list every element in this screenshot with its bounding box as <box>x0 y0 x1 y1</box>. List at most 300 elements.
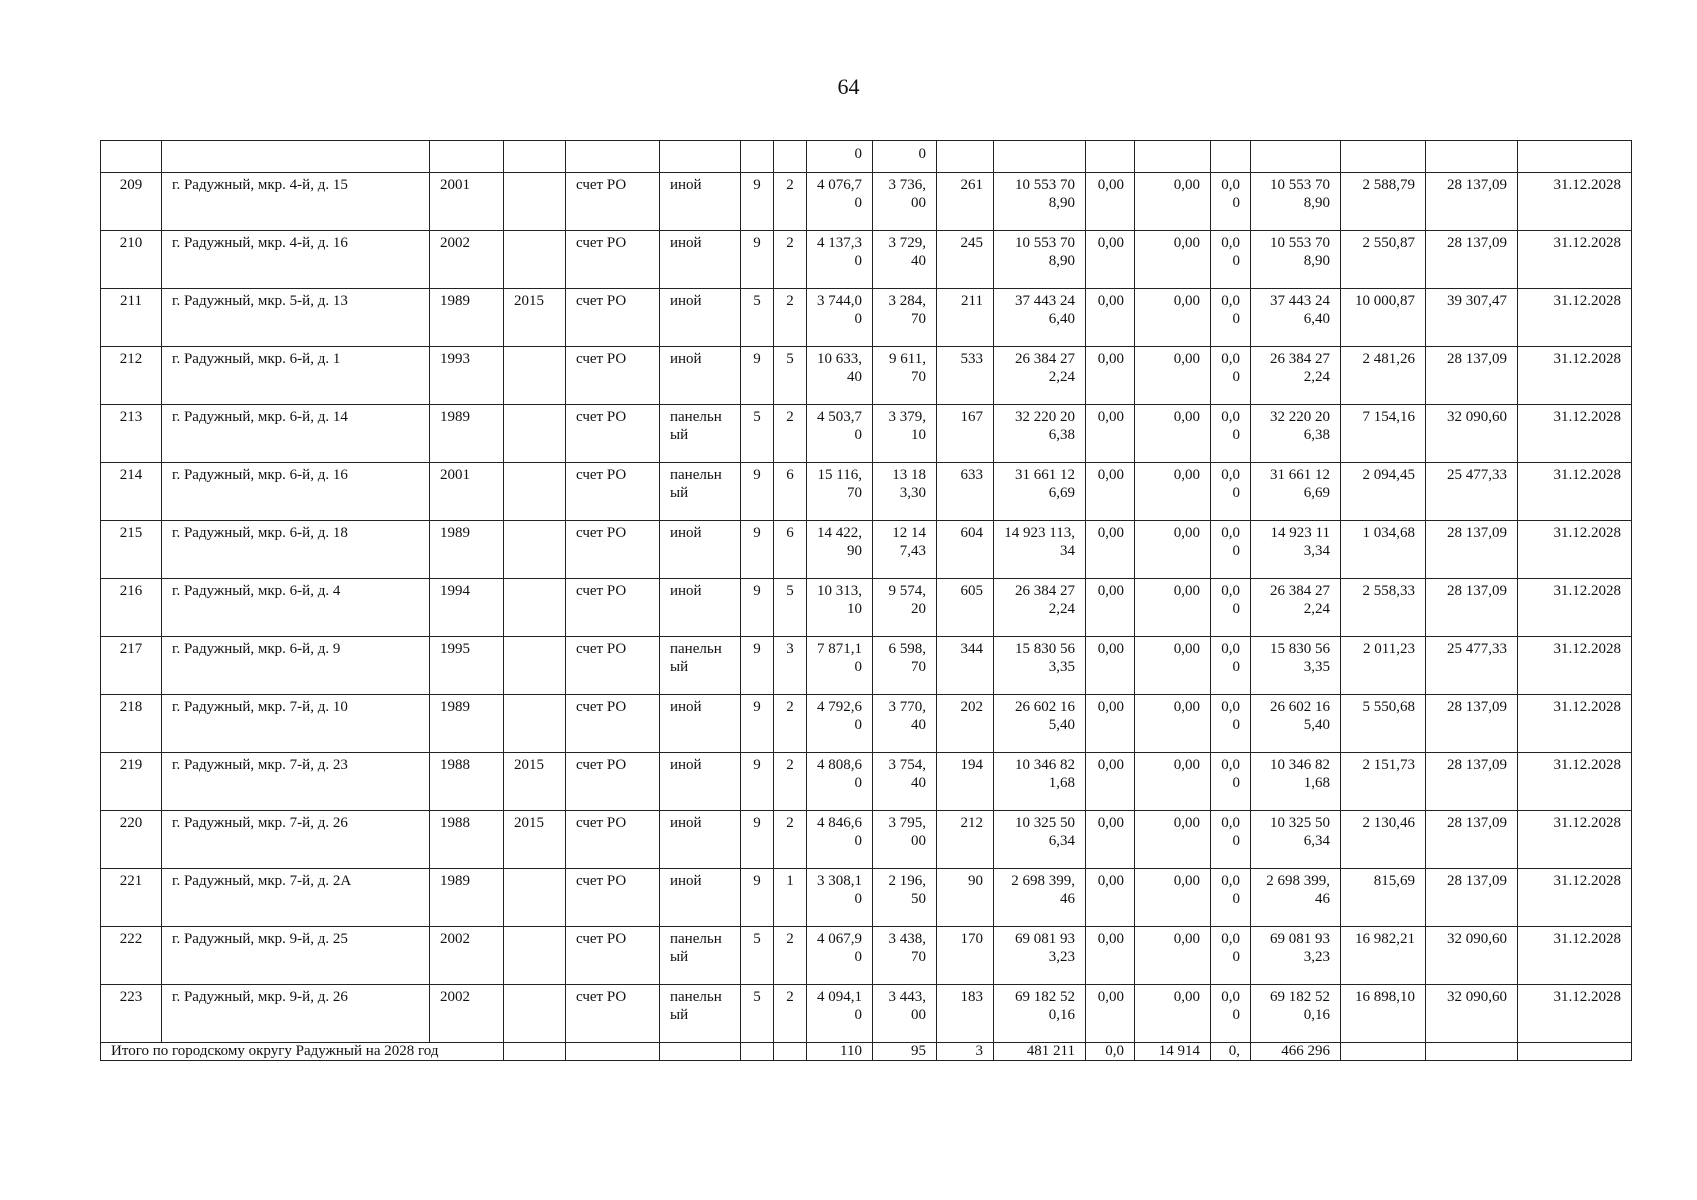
cell-year-reconstructed <box>504 231 566 289</box>
page-number: 64 <box>837 74 860 99</box>
cell-fund-local: 0,00 <box>1211 289 1251 347</box>
cell-max-unit-cost: 28 137,09 <box>1426 347 1518 405</box>
cell-residents: 604 <box>937 521 994 579</box>
cell-fund-method: счет РО <box>566 405 660 463</box>
cell-fund-local: 0,00 <box>1211 347 1251 405</box>
cell-max-unit-cost: 25 477,33 <box>1426 463 1518 521</box>
cell-area-living: 3 443,00 <box>873 985 937 1043</box>
cell-row-number: 220 <box>101 811 162 869</box>
cell-year-reconstructed: 2015 <box>504 289 566 347</box>
total-residents: 3 <box>937 1043 994 1061</box>
total-fund-owners: 466 296 <box>1251 1043 1341 1061</box>
cell-residents: 211 <box>937 289 994 347</box>
cell-fund-local: 0,00 <box>1211 463 1251 521</box>
cell-row-number: 218 <box>101 695 162 753</box>
cell-cost-total: 26 384 272,24 <box>994 347 1086 405</box>
cell-year-built: 1989 <box>430 289 504 347</box>
cell-cost-total: 37 443 246,40 <box>994 289 1086 347</box>
cell-floors: 9 <box>741 579 774 637</box>
cell-area-total: 3 308,10 <box>807 869 873 927</box>
cell-row-number: 213 <box>101 405 162 463</box>
cell-entrances: 2 <box>774 753 807 811</box>
cell-deadline: 31.12.2028 <box>1518 637 1632 695</box>
cell-unit-cost: 16 982,21 <box>1341 927 1426 985</box>
cell-floors: 9 <box>741 521 774 579</box>
cell-row-number: 222 <box>101 927 162 985</box>
cell-fund-fz: 0,00 <box>1086 405 1135 463</box>
cell-area-total: 4 094,10 <box>807 985 873 1043</box>
cell-fund-method: счет РО <box>566 811 660 869</box>
cell-area-living: 9 574,20 <box>873 579 937 637</box>
cell-cost-total: 69 182 520,16 <box>994 985 1086 1043</box>
cell-residents: 194 <box>937 753 994 811</box>
cell-max-unit-cost: 28 137,09 <box>1426 753 1518 811</box>
table-row <box>101 173 1632 231</box>
cell-area-total: 4 503,70 <box>807 405 873 463</box>
cell-fund-owners: 37 443 246,40 <box>1251 289 1341 347</box>
cell-fund-owners: 32 220 206,38 <box>1251 405 1341 463</box>
cell-area-total: 4 067,90 <box>807 927 873 985</box>
cell-fund-owners: 15 830 563,35 <box>1251 637 1341 695</box>
cell-fund-fz: 0,00 <box>1086 753 1135 811</box>
cell-row-number: 211 <box>101 289 162 347</box>
cell-wall-material: панельный <box>660 985 741 1043</box>
cell-row-number: 212 <box>101 347 162 405</box>
cell-address: г. Радужный, мкр. 7-й, д. 26 <box>162 811 430 869</box>
cell-fund-local: 0,00 <box>1211 811 1251 869</box>
cell-deadline: 31.12.2028 <box>1518 347 1632 405</box>
continuation-row <box>101 141 1632 173</box>
cell-year-reconstructed: 2015 <box>504 753 566 811</box>
cell-entrances: 2 <box>774 289 807 347</box>
cell-unit-cost: 815,69 <box>1341 869 1426 927</box>
empty-cell <box>741 1043 774 1061</box>
cell-max-unit-cost: 28 137,09 <box>1426 231 1518 289</box>
cell-fund-fz: 0,00 <box>1086 695 1135 753</box>
total-fund-subject: 14 914 <box>1135 1043 1211 1061</box>
cell-area-living: 12 147,43 <box>873 521 937 579</box>
cell-area-living: 2 196,50 <box>873 869 937 927</box>
cell-area-total: 4 137,30 <box>807 231 873 289</box>
cell-fund-local: 0,00 <box>1211 753 1251 811</box>
cell-year-reconstructed <box>504 521 566 579</box>
cell-year-reconstructed <box>504 927 566 985</box>
cell-unit-cost: 2 011,23 <box>1341 637 1426 695</box>
cell-fund-subject: 0,00 <box>1135 289 1211 347</box>
cell-cost-total: 32 220 206,38 <box>994 405 1086 463</box>
cell-year-built: 1989 <box>430 695 504 753</box>
cell-unit-cost: 7 154,16 <box>1341 405 1426 463</box>
cell-floors: 5 <box>741 927 774 985</box>
cell-wall-material: панельный <box>660 637 741 695</box>
cell-residents: 261 <box>937 173 994 231</box>
cell-deadline: 31.12.2028 <box>1518 869 1632 927</box>
cell-deadline: 31.12.2028 <box>1518 173 1632 231</box>
cell-unit-cost: 2 550,87 <box>1341 231 1426 289</box>
cell-fund-local: 0,00 <box>1211 695 1251 753</box>
cell-row-number: 215 <box>101 521 162 579</box>
cell-max-unit-cost: 28 137,09 <box>1426 869 1518 927</box>
cell-row-number: 219 <box>101 753 162 811</box>
cell-year-reconstructed <box>504 695 566 753</box>
cell-fund-subject: 0,00 <box>1135 985 1211 1043</box>
table-row <box>101 695 1632 753</box>
cell-area-living: 3 284,70 <box>873 289 937 347</box>
table-row <box>101 347 1632 405</box>
cell-row-number: 214 <box>101 463 162 521</box>
cell-fund-fz: 0,00 <box>1086 927 1135 985</box>
cell-area-total: 0 <box>807 141 873 173</box>
cell-fund-method: счет РО <box>566 637 660 695</box>
cell-fund-method: счет РО <box>566 869 660 927</box>
cell-cost-total: 26 384 272,24 <box>994 579 1086 637</box>
cell-row-number: 221 <box>101 869 162 927</box>
cell-residents: 633 <box>937 463 994 521</box>
empty-cell <box>1426 1043 1518 1061</box>
cell-deadline: 31.12.2028 <box>1518 231 1632 289</box>
cell-fund-local: 0,00 <box>1211 521 1251 579</box>
cell-year-built: 2001 <box>430 173 504 231</box>
cell-fund-owners: 26 602 165,40 <box>1251 695 1341 753</box>
cell-deadline: 31.12.2028 <box>1518 985 1632 1043</box>
cell-area-living: 3 754,40 <box>873 753 937 811</box>
cell-fund-owners: 69 081 933,23 <box>1251 927 1341 985</box>
cell-cost-total: 10 553 708,90 <box>994 231 1086 289</box>
cell-year-built: 1989 <box>430 405 504 463</box>
cell-max-unit-cost: 39 307,47 <box>1426 289 1518 347</box>
cell-wall-material: панельный <box>660 927 741 985</box>
cell-floors: 5 <box>741 289 774 347</box>
cell-area-living: 3 379,10 <box>873 405 937 463</box>
cell-wall-material: иной <box>660 695 741 753</box>
cell-address: г. Радужный, мкр. 6-й, д. 9 <box>162 637 430 695</box>
cell-fund-method: счет РО <box>566 347 660 405</box>
cell-residents: 170 <box>937 927 994 985</box>
table-row <box>101 579 1632 637</box>
cell-fund-method: счет РО <box>566 463 660 521</box>
cell-deadline: 31.12.2028 <box>1518 521 1632 579</box>
cell-address: г. Радужный, мкр. 5-й, д. 13 <box>162 289 430 347</box>
cell-cost-total: 69 081 933,23 <box>994 927 1086 985</box>
cell-area-living: 0 <box>873 141 937 173</box>
cell-fund-fz: 0,00 <box>1086 347 1135 405</box>
cell-unit-cost: 5 550,68 <box>1341 695 1426 753</box>
cell-entrances: 2 <box>774 231 807 289</box>
cell-year-reconstructed <box>504 173 566 231</box>
cell-fund-method: счет РО <box>566 927 660 985</box>
cell-fund-subject: 0,00 <box>1135 347 1211 405</box>
empty-cell <box>774 1043 807 1061</box>
table-row <box>101 521 1632 579</box>
cell-wall-material: панельный <box>660 405 741 463</box>
cell-row-number: 209 <box>101 173 162 231</box>
cell-year-reconstructed <box>504 463 566 521</box>
cell-unit-cost: 2 094,45 <box>1341 463 1426 521</box>
cell-floors: 9 <box>741 637 774 695</box>
cell-cost-total: 2 698 399,46 <box>994 869 1086 927</box>
cell-residents: 202 <box>937 695 994 753</box>
cell-entrances: 2 <box>774 695 807 753</box>
cell-max-unit-cost: 28 137,09 <box>1426 521 1518 579</box>
cell-row-number: 223 <box>101 985 162 1043</box>
cell-max-unit-cost: 32 090,60 <box>1426 405 1518 463</box>
cell-fund-owners: 10 325 506,34 <box>1251 811 1341 869</box>
cell-wall-material: панельный <box>660 463 741 521</box>
cell-entrances: 2 <box>774 405 807 463</box>
cell-fund-subject: 0,00 <box>1135 927 1211 985</box>
cell-residents: 90 <box>937 869 994 927</box>
cell-area-living: 13 183,30 <box>873 463 937 521</box>
cell-max-unit-cost: 32 090,60 <box>1426 985 1518 1043</box>
cell-entrances: 2 <box>774 927 807 985</box>
cell-wall-material: иной <box>660 347 741 405</box>
cell-residents: 183 <box>937 985 994 1043</box>
cell-entrances: 5 <box>774 579 807 637</box>
cell-fund-fz: 0,00 <box>1086 231 1135 289</box>
cell-entrances: 5 <box>774 347 807 405</box>
cell-fund-method: счет РО <box>566 289 660 347</box>
cell-wall-material: иной <box>660 231 741 289</box>
cell-area-total: 15 116,70 <box>807 463 873 521</box>
cell-year-built: 1988 <box>430 753 504 811</box>
cell-area-living: 3 438,70 <box>873 927 937 985</box>
cell-fund-fz: 0,00 <box>1086 289 1135 347</box>
cell-year-reconstructed <box>504 869 566 927</box>
cell-entrances: 6 <box>774 463 807 521</box>
cell-wall-material: иной <box>660 289 741 347</box>
cell-fund-local: 0,00 <box>1211 231 1251 289</box>
cell-residents: 212 <box>937 811 994 869</box>
empty-cell <box>1341 1043 1426 1061</box>
cell-unit-cost: 2 151,73 <box>1341 753 1426 811</box>
cell-area-living: 3 729,40 <box>873 231 937 289</box>
cell-entrances: 3 <box>774 637 807 695</box>
cell-deadline: 31.12.2028 <box>1518 753 1632 811</box>
cell-wall-material: иной <box>660 173 741 231</box>
cell-year-built: 1994 <box>430 579 504 637</box>
cell-fund-subject: 0,00 <box>1135 579 1211 637</box>
total-cost: 481 211 <box>994 1043 1086 1061</box>
cell-fund-subject: 0,00 <box>1135 463 1211 521</box>
cell-max-unit-cost: 32 090,60 <box>1426 927 1518 985</box>
table-body <box>101 141 1632 1061</box>
cell-address: г. Радужный, мкр. 7-й, д. 2А <box>162 869 430 927</box>
cell-row-number: 210 <box>101 231 162 289</box>
empty-cell <box>504 1043 566 1061</box>
cell-address: г. Радужный, мкр. 9-й, д. 25 <box>162 927 430 985</box>
cell-entrances: 2 <box>774 985 807 1043</box>
cell-fund-fz: 0,00 <box>1086 173 1135 231</box>
total-area-living: 95 <box>873 1043 937 1061</box>
cell-fund-method: счет РО <box>566 695 660 753</box>
cell-fund-local: 0,00 <box>1211 173 1251 231</box>
cell-area-living: 3 770,40 <box>873 695 937 753</box>
cell-wall-material: иной <box>660 753 741 811</box>
cell-fund-subject: 0,00 <box>1135 521 1211 579</box>
cell-area-total: 4 076,70 <box>807 173 873 231</box>
cell-address: г. Радужный, мкр. 4-й, д. 16 <box>162 231 430 289</box>
cell-year-built: 2001 <box>430 463 504 521</box>
cell-fund-local: 0,00 <box>1211 927 1251 985</box>
empty-cell <box>1518 1043 1632 1061</box>
cell-wall-material: иной <box>660 521 741 579</box>
cell-fund-fz: 0,00 <box>1086 521 1135 579</box>
empty-cell <box>566 1043 660 1061</box>
cell-fund-method: счет РО <box>566 231 660 289</box>
cell-area-total: 4 808,60 <box>807 753 873 811</box>
cell-wall-material: иной <box>660 869 741 927</box>
cell-residents: 344 <box>937 637 994 695</box>
cell-area-living: 3 736,00 <box>873 173 937 231</box>
cell-cost-total: 14 923 113,34 <box>994 521 1086 579</box>
cell-floors: 9 <box>741 463 774 521</box>
table-row <box>101 231 1632 289</box>
cell-entrances: 6 <box>774 521 807 579</box>
cell-unit-cost: 2 130,46 <box>1341 811 1426 869</box>
cell-residents: 245 <box>937 231 994 289</box>
cell-deadline: 31.12.2028 <box>1518 927 1632 985</box>
cell-fund-subject: 0,00 <box>1135 637 1211 695</box>
table-row <box>101 811 1632 869</box>
cell-cost-total: 31 661 126,69 <box>994 463 1086 521</box>
cell-floors: 9 <box>741 695 774 753</box>
cell-fund-fz: 0,00 <box>1086 985 1135 1043</box>
cell-area-living: 3 795,00 <box>873 811 937 869</box>
cell-year-reconstructed <box>504 985 566 1043</box>
total-area-total: 110 <box>807 1043 873 1061</box>
cell-unit-cost: 16 898,10 <box>1341 985 1426 1043</box>
cell-residents: 167 <box>937 405 994 463</box>
cell-fund-fz: 0,00 <box>1086 637 1135 695</box>
cell-address: г. Радужный, мкр. 6-й, д. 1 <box>162 347 430 405</box>
cell-year-built: 1995 <box>430 637 504 695</box>
table-row <box>101 869 1632 927</box>
cell-address: г. Радужный, мкр. 7-й, д. 23 <box>162 753 430 811</box>
total-row <box>101 1043 1632 1061</box>
cell-fund-local: 0,00 <box>1211 405 1251 463</box>
cell-unit-cost: 10 000,87 <box>1341 289 1426 347</box>
cell-fund-method: счет РО <box>566 579 660 637</box>
cell-year-reconstructed <box>504 347 566 405</box>
cell-fund-subject: 0,00 <box>1135 811 1211 869</box>
cell-max-unit-cost: 25 477,33 <box>1426 637 1518 695</box>
cell-address: г. Радужный, мкр. 9-й, д. 26 <box>162 985 430 1043</box>
cell-address: г. Радужный, мкр. 6-й, д. 4 <box>162 579 430 637</box>
cell-row-number: 217 <box>101 637 162 695</box>
cell-cost-total: 10 553 708,90 <box>994 173 1086 231</box>
cell-fund-fz: 0,00 <box>1086 463 1135 521</box>
cell-entrances: 2 <box>774 173 807 231</box>
cell-year-built: 1988 <box>430 811 504 869</box>
cell-year-built: 1989 <box>430 869 504 927</box>
cell-floors: 9 <box>741 869 774 927</box>
total-label: Итого по городскому округу Радужный на 2028 год <box>101 1043 504 1061</box>
cell-wall-material: иной <box>660 811 741 869</box>
table-row <box>101 985 1632 1043</box>
cell-fund-owners: 69 182 520,16 <box>1251 985 1341 1043</box>
table-row <box>101 637 1632 695</box>
cell-fund-method: счет РО <box>566 985 660 1043</box>
cell-year-built: 1989 <box>430 521 504 579</box>
cell-area-living: 9 611,70 <box>873 347 937 405</box>
total-fund-local: 0, <box>1211 1043 1251 1061</box>
cell-fund-fz: 0,00 <box>1086 869 1135 927</box>
cell-fund-fz: 0,00 <box>1086 811 1135 869</box>
cell-unit-cost: 2 481,26 <box>1341 347 1426 405</box>
cell-fund-owners: 10 553 708,90 <box>1251 173 1341 231</box>
cell-deadline: 31.12.2028 <box>1518 811 1632 869</box>
cell-entrances: 2 <box>774 811 807 869</box>
cell-entrances: 1 <box>774 869 807 927</box>
cell-unit-cost: 1 034,68 <box>1341 521 1426 579</box>
cell-fund-local: 0,00 <box>1211 869 1251 927</box>
cell-deadline: 31.12.2028 <box>1518 289 1632 347</box>
cell-fund-owners: 26 384 272,24 <box>1251 347 1341 405</box>
cell-year-reconstructed <box>504 405 566 463</box>
cell-area-total: 4 846,60 <box>807 811 873 869</box>
cell-fund-method: счет РО <box>566 521 660 579</box>
cell-year-built: 1993 <box>430 347 504 405</box>
cell-fund-owners: 26 384 272,24 <box>1251 579 1341 637</box>
cell-fund-method: счет РО <box>566 173 660 231</box>
capital-repair-table <box>100 140 1632 1061</box>
cell-max-unit-cost: 28 137,09 <box>1426 579 1518 637</box>
cell-fund-fz: 0,00 <box>1086 579 1135 637</box>
cell-deadline: 31.12.2028 <box>1518 579 1632 637</box>
table-row <box>101 753 1632 811</box>
cell-fund-local: 0,00 <box>1211 579 1251 637</box>
cell-fund-local: 0,00 <box>1211 637 1251 695</box>
total-fund-fz: 0,0 <box>1086 1043 1135 1061</box>
table-row <box>101 927 1632 985</box>
cell-address: г. Радужный, мкр. 6-й, д. 14 <box>162 405 430 463</box>
cell-year-built: 2002 <box>430 985 504 1043</box>
cell-area-total: 14 422,90 <box>807 521 873 579</box>
table-row <box>101 405 1632 463</box>
cell-area-total: 10 313,10 <box>807 579 873 637</box>
cell-residents: 605 <box>937 579 994 637</box>
cell-unit-cost: 2 558,33 <box>1341 579 1426 637</box>
empty-cell <box>660 1043 741 1061</box>
table-row <box>101 289 1632 347</box>
cell-area-total: 4 792,60 <box>807 695 873 753</box>
cell-fund-owners: 2 698 399,46 <box>1251 869 1341 927</box>
cell-fund-owners: 14 923 113,34 <box>1251 521 1341 579</box>
cell-address: г. Радужный, мкр. 4-й, д. 15 <box>162 173 430 231</box>
cell-fund-method: счет РО <box>566 753 660 811</box>
cell-deadline: 31.12.2028 <box>1518 695 1632 753</box>
cell-floors: 9 <box>741 231 774 289</box>
cell-fund-subject: 0,00 <box>1135 231 1211 289</box>
cell-fund-owners: 10 346 821,68 <box>1251 753 1341 811</box>
cell-fund-owners: 10 553 708,90 <box>1251 231 1341 289</box>
cell-year-reconstructed <box>504 579 566 637</box>
cell-fund-subject: 0,00 <box>1135 405 1211 463</box>
cell-fund-subject: 0,00 <box>1135 753 1211 811</box>
cell-fund-subject: 0,00 <box>1135 869 1211 927</box>
cell-year-built: 2002 <box>430 231 504 289</box>
cell-floors: 5 <box>741 405 774 463</box>
cell-cost-total: 15 830 563,35 <box>994 637 1086 695</box>
cell-year-built: 2002 <box>430 927 504 985</box>
cell-area-total: 7 871,10 <box>807 637 873 695</box>
cell-max-unit-cost: 28 137,09 <box>1426 173 1518 231</box>
cell-floors: 9 <box>741 753 774 811</box>
cell-deadline: 31.12.2028 <box>1518 405 1632 463</box>
cell-year-reconstructed: 2015 <box>504 811 566 869</box>
cell-address: г. Радужный, мкр. 6-й, д. 16 <box>162 463 430 521</box>
cell-area-living: 6 598,70 <box>873 637 937 695</box>
